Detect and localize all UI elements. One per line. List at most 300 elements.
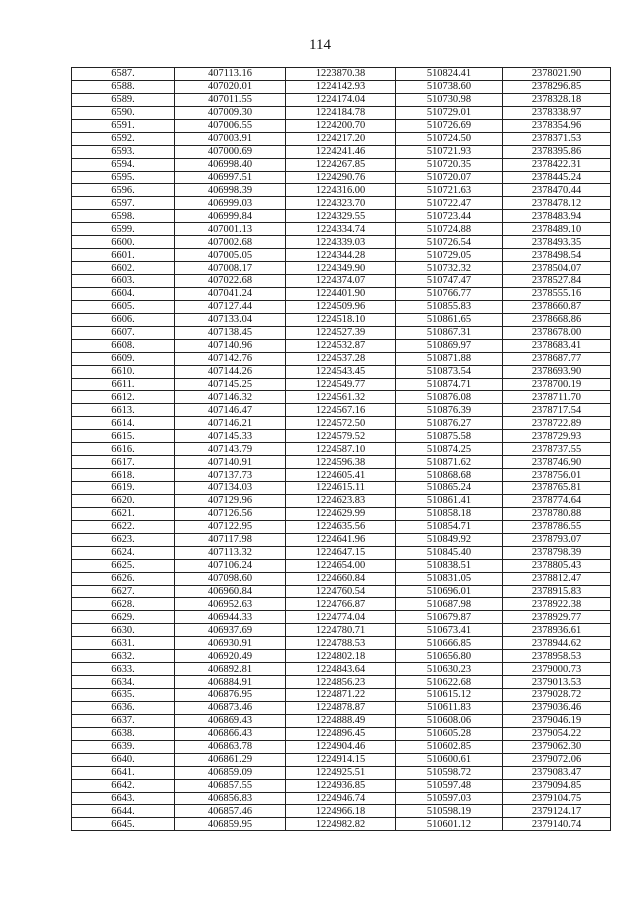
table-row	[72, 611, 611, 624]
y-coordinate-cell: 1224537.28	[286, 352, 396, 365]
y2-coordinate-cell: 2378668.86	[503, 313, 611, 326]
table-row	[72, 818, 611, 831]
y2-coordinate-cell: 2378354.96	[503, 119, 611, 132]
x2-coordinate-cell: 510724.88	[396, 223, 503, 236]
x2-coordinate-cell: 510615.12	[396, 689, 503, 702]
x2-coordinate-cell: 510720.35	[396, 158, 503, 171]
y-coordinate-cell: 1224549.77	[286, 378, 396, 391]
point-number-cell: 6614.	[72, 417, 175, 430]
x-coordinate-cell: 407113.32	[175, 546, 286, 559]
y-coordinate-cell: 1224532.87	[286, 339, 396, 352]
point-number-cell: 6612.	[72, 391, 175, 404]
x-coordinate-cell: 406937.69	[175, 624, 286, 637]
x-coordinate-cell: 407005.05	[175, 249, 286, 262]
y2-coordinate-cell: 2379046.19	[503, 714, 611, 727]
y2-coordinate-cell: 2378527.84	[503, 275, 611, 288]
y-coordinate-cell: 1224329.55	[286, 210, 396, 223]
x2-coordinate-cell: 510854.71	[396, 520, 503, 533]
y-coordinate-cell: 1224766.87	[286, 598, 396, 611]
table-row	[72, 68, 611, 81]
y2-coordinate-cell: 2378678.00	[503, 326, 611, 339]
table-row	[72, 779, 611, 792]
y2-coordinate-cell: 2378711.70	[503, 391, 611, 404]
y2-coordinate-cell: 2379083.47	[503, 766, 611, 779]
x2-coordinate-cell: 510831.05	[396, 572, 503, 585]
y-coordinate-cell: 1224579.52	[286, 430, 396, 443]
x-coordinate-cell: 407106.24	[175, 559, 286, 572]
point-number-cell: 6629.	[72, 611, 175, 624]
point-number-cell: 6616.	[72, 443, 175, 456]
y-coordinate-cell: 1224888.49	[286, 714, 396, 727]
table-row	[72, 533, 611, 546]
y-coordinate-cell: 1224654.00	[286, 559, 396, 572]
table-row	[72, 676, 611, 689]
y-coordinate-cell: 1224802.18	[286, 650, 396, 663]
point-number-cell: 6602.	[72, 262, 175, 275]
y2-coordinate-cell: 2378395.86	[503, 145, 611, 158]
y-coordinate-cell: 1224344.28	[286, 249, 396, 262]
x-coordinate-cell: 407117.98	[175, 533, 286, 546]
x-coordinate-cell: 406952.63	[175, 598, 286, 611]
y2-coordinate-cell: 2378422.31	[503, 158, 611, 171]
point-number-cell: 6623.	[72, 533, 175, 546]
point-number-cell: 6587.	[72, 68, 175, 81]
y-coordinate-cell: 1224316.00	[286, 184, 396, 197]
point-number-cell: 6597.	[72, 197, 175, 210]
x-coordinate-cell: 407011.55	[175, 93, 286, 106]
table-row	[72, 663, 611, 676]
x2-coordinate-cell: 510611.83	[396, 701, 503, 714]
y-coordinate-cell: 1224587.10	[286, 443, 396, 456]
x2-coordinate-cell: 510876.08	[396, 391, 503, 404]
x2-coordinate-cell: 510858.18	[396, 507, 503, 520]
table-row	[72, 650, 611, 663]
x2-coordinate-cell: 510845.40	[396, 546, 503, 559]
point-number-cell: 6621.	[72, 507, 175, 520]
x-coordinate-cell: 407022.68	[175, 275, 286, 288]
point-number-cell: 6624.	[72, 546, 175, 559]
y2-coordinate-cell: 2378958.53	[503, 650, 611, 663]
y-coordinate-cell: 1224374.07	[286, 275, 396, 288]
point-number-cell: 6635.	[72, 689, 175, 702]
y2-coordinate-cell: 2378737.55	[503, 443, 611, 456]
y-coordinate-cell: 1224142.93	[286, 80, 396, 93]
x-coordinate-cell: 406857.46	[175, 805, 286, 818]
x2-coordinate-cell: 510824.41	[396, 68, 503, 81]
x-coordinate-cell: 406859.09	[175, 766, 286, 779]
point-number-cell: 6637.	[72, 714, 175, 727]
y-coordinate-cell: 1224843.64	[286, 663, 396, 676]
x2-coordinate-cell: 510869.97	[396, 339, 503, 352]
table-row	[72, 275, 611, 288]
y2-coordinate-cell: 2379054.22	[503, 727, 611, 740]
x-coordinate-cell: 407000.69	[175, 145, 286, 158]
point-number-cell: 6632.	[72, 650, 175, 663]
y2-coordinate-cell: 2379094.85	[503, 779, 611, 792]
x2-coordinate-cell: 510865.24	[396, 482, 503, 495]
table-row	[72, 378, 611, 391]
x2-coordinate-cell: 510876.39	[396, 404, 503, 417]
y-coordinate-cell: 1224290.76	[286, 171, 396, 184]
table-row	[72, 507, 611, 520]
x-coordinate-cell: 406859.95	[175, 818, 286, 831]
x2-coordinate-cell: 510738.60	[396, 80, 503, 93]
x2-coordinate-cell: 510874.71	[396, 378, 503, 391]
table-row	[72, 80, 611, 93]
y2-coordinate-cell: 2378915.83	[503, 585, 611, 598]
y2-coordinate-cell: 2378944.62	[503, 637, 611, 650]
table-row	[72, 689, 611, 702]
y2-coordinate-cell: 2378660.87	[503, 300, 611, 313]
x-coordinate-cell: 407002.68	[175, 236, 286, 249]
y2-coordinate-cell: 2378498.54	[503, 249, 611, 262]
y2-coordinate-cell: 2378493.35	[503, 236, 611, 249]
x-coordinate-cell: 407009.30	[175, 106, 286, 119]
x-coordinate-cell: 406861.29	[175, 753, 286, 766]
x2-coordinate-cell: 510597.48	[396, 779, 503, 792]
y-coordinate-cell: 1224629.99	[286, 507, 396, 520]
y2-coordinate-cell: 2378328.18	[503, 93, 611, 106]
x2-coordinate-cell: 510747.47	[396, 275, 503, 288]
x-coordinate-cell: 406920.49	[175, 650, 286, 663]
point-number-cell: 6628.	[72, 598, 175, 611]
x-coordinate-cell: 407001.13	[175, 223, 286, 236]
x-coordinate-cell: 407020.01	[175, 80, 286, 93]
point-number-cell: 6588.	[72, 80, 175, 93]
x-coordinate-cell: 407142.76	[175, 352, 286, 365]
y-coordinate-cell: 1224543.45	[286, 365, 396, 378]
x-coordinate-cell: 407113.16	[175, 68, 286, 81]
point-number-cell: 6645.	[72, 818, 175, 831]
table-row	[72, 339, 611, 352]
point-number-cell: 6593.	[72, 145, 175, 158]
point-number-cell: 6633.	[72, 663, 175, 676]
y-coordinate-cell: 1224509.96	[286, 300, 396, 313]
y2-coordinate-cell: 2378555.16	[503, 287, 611, 300]
table-row	[72, 300, 611, 313]
y-coordinate-cell: 1224871.22	[286, 689, 396, 702]
x-coordinate-cell: 407041.24	[175, 287, 286, 300]
y-coordinate-cell: 1223870.38	[286, 68, 396, 81]
point-number-cell: 6600.	[72, 236, 175, 249]
table-row	[72, 236, 611, 249]
point-number-cell: 6615.	[72, 430, 175, 443]
y-coordinate-cell: 1224518.10	[286, 313, 396, 326]
point-number-cell: 6619.	[72, 482, 175, 495]
x2-coordinate-cell: 510605.28	[396, 727, 503, 740]
y-coordinate-cell: 1224200.70	[286, 119, 396, 132]
x2-coordinate-cell: 510867.31	[396, 326, 503, 339]
table-row	[72, 326, 611, 339]
x-coordinate-cell: 407008.17	[175, 262, 286, 275]
y2-coordinate-cell: 2379000.73	[503, 663, 611, 676]
y2-coordinate-cell: 2378798.39	[503, 546, 611, 559]
table-row	[72, 714, 611, 727]
x-coordinate-cell: 407137.73	[175, 469, 286, 482]
y-coordinate-cell: 1224174.04	[286, 93, 396, 106]
y2-coordinate-cell: 2378780.88	[503, 507, 611, 520]
x2-coordinate-cell: 510871.88	[396, 352, 503, 365]
point-number-cell: 6622.	[72, 520, 175, 533]
table-row	[72, 469, 611, 482]
table-row	[72, 119, 611, 132]
x-coordinate-cell: 406998.40	[175, 158, 286, 171]
x2-coordinate-cell: 510597.03	[396, 792, 503, 805]
x-coordinate-cell: 407146.32	[175, 391, 286, 404]
y-coordinate-cell: 1224660.84	[286, 572, 396, 585]
table-row	[72, 145, 611, 158]
x-coordinate-cell: 406863.78	[175, 740, 286, 753]
table-row	[72, 456, 611, 469]
y-coordinate-cell: 1224904.46	[286, 740, 396, 753]
y2-coordinate-cell: 2378687.77	[503, 352, 611, 365]
x-coordinate-cell: 407140.96	[175, 339, 286, 352]
x-coordinate-cell: 407138.45	[175, 326, 286, 339]
table-row	[72, 352, 611, 365]
x2-coordinate-cell: 510598.19	[396, 805, 503, 818]
x2-coordinate-cell: 510598.72	[396, 766, 503, 779]
y-coordinate-cell: 1224896.45	[286, 727, 396, 740]
point-number-cell: 6608.	[72, 339, 175, 352]
x-coordinate-cell: 407145.33	[175, 430, 286, 443]
table-row	[72, 184, 611, 197]
x-coordinate-cell: 407134.03	[175, 482, 286, 495]
x-coordinate-cell: 407146.47	[175, 404, 286, 417]
y2-coordinate-cell: 2378786.55	[503, 520, 611, 533]
y-coordinate-cell: 1224339.03	[286, 236, 396, 249]
y-coordinate-cell: 1224788.53	[286, 637, 396, 650]
table-row	[72, 572, 611, 585]
y2-coordinate-cell: 2378445.24	[503, 171, 611, 184]
y2-coordinate-cell: 2378700.19	[503, 378, 611, 391]
table-row	[72, 443, 611, 456]
table-row	[72, 805, 611, 818]
x2-coordinate-cell: 510721.63	[396, 184, 503, 197]
y-coordinate-cell: 1224774.04	[286, 611, 396, 624]
x2-coordinate-cell: 510861.65	[396, 313, 503, 326]
point-number-cell: 6594.	[72, 158, 175, 171]
table-row	[72, 391, 611, 404]
x2-coordinate-cell: 510602.85	[396, 740, 503, 753]
y-coordinate-cell: 1224401.90	[286, 287, 396, 300]
x2-coordinate-cell: 510656.80	[396, 650, 503, 663]
y-coordinate-cell: 1224780.71	[286, 624, 396, 637]
x2-coordinate-cell: 510861.41	[396, 494, 503, 507]
x-coordinate-cell: 407144.26	[175, 365, 286, 378]
point-number-cell: 6627.	[72, 585, 175, 598]
y-coordinate-cell: 1224334.74	[286, 223, 396, 236]
y2-coordinate-cell: 2379104.75	[503, 792, 611, 805]
point-number-cell: 6639.	[72, 740, 175, 753]
point-number-cell: 6613.	[72, 404, 175, 417]
point-number-cell: 6617.	[72, 456, 175, 469]
x2-coordinate-cell: 510871.62	[396, 456, 503, 469]
y2-coordinate-cell: 2378746.90	[503, 456, 611, 469]
x-coordinate-cell: 406930.91	[175, 637, 286, 650]
x-coordinate-cell: 406884.91	[175, 676, 286, 689]
y2-coordinate-cell: 2378338.97	[503, 106, 611, 119]
point-number-cell: 6610.	[72, 365, 175, 378]
y-coordinate-cell: 1224349.90	[286, 262, 396, 275]
point-number-cell: 6618.	[72, 469, 175, 482]
y2-coordinate-cell: 2378774.64	[503, 494, 611, 507]
table-row	[72, 792, 611, 805]
y-coordinate-cell: 1224925.51	[286, 766, 396, 779]
point-number-cell: 6620.	[72, 494, 175, 507]
y-coordinate-cell: 1224647.15	[286, 546, 396, 559]
point-number-cell: 6604.	[72, 287, 175, 300]
x-coordinate-cell: 406876.95	[175, 689, 286, 702]
y2-coordinate-cell: 2378489.10	[503, 223, 611, 236]
point-number-cell: 6591.	[72, 119, 175, 132]
y-coordinate-cell: 1224946.74	[286, 792, 396, 805]
x2-coordinate-cell: 510868.68	[396, 469, 503, 482]
y-coordinate-cell: 1224615.11	[286, 482, 396, 495]
x-coordinate-cell: 406944.33	[175, 611, 286, 624]
point-number-cell: 6638.	[72, 727, 175, 740]
x-coordinate-cell: 406892.81	[175, 663, 286, 676]
x-coordinate-cell: 406998.39	[175, 184, 286, 197]
point-number-cell: 6641.	[72, 766, 175, 779]
x-coordinate-cell: 406856.83	[175, 792, 286, 805]
x-coordinate-cell: 407146.21	[175, 417, 286, 430]
point-number-cell: 6596.	[72, 184, 175, 197]
point-number-cell: 6589.	[72, 93, 175, 106]
x-coordinate-cell: 406997.51	[175, 171, 286, 184]
y-coordinate-cell: 1224914.15	[286, 753, 396, 766]
x-coordinate-cell: 407122.95	[175, 520, 286, 533]
table-row	[72, 417, 611, 430]
y2-coordinate-cell: 2378929.77	[503, 611, 611, 624]
y2-coordinate-cell: 2378722.89	[503, 417, 611, 430]
point-number-cell: 6595.	[72, 171, 175, 184]
table-row	[72, 727, 611, 740]
y2-coordinate-cell: 2378812.47	[503, 572, 611, 585]
y-coordinate-cell: 1224323.70	[286, 197, 396, 210]
table-row	[72, 546, 611, 559]
table-row	[72, 624, 611, 637]
point-number-cell: 6625.	[72, 559, 175, 572]
table-row	[72, 404, 611, 417]
x2-coordinate-cell: 510600.61	[396, 753, 503, 766]
x-coordinate-cell: 407140.91	[175, 456, 286, 469]
y2-coordinate-cell: 2378756.01	[503, 469, 611, 482]
y2-coordinate-cell: 2379072.06	[503, 753, 611, 766]
x2-coordinate-cell: 510873.54	[396, 365, 503, 378]
x2-coordinate-cell: 510875.58	[396, 430, 503, 443]
x2-coordinate-cell: 510720.07	[396, 171, 503, 184]
x2-coordinate-cell: 510608.06	[396, 714, 503, 727]
y2-coordinate-cell: 2379140.74	[503, 818, 611, 831]
y-coordinate-cell: 1224596.38	[286, 456, 396, 469]
x-coordinate-cell: 406857.55	[175, 779, 286, 792]
table-row	[72, 93, 611, 106]
point-number-cell: 6601.	[72, 249, 175, 262]
y-coordinate-cell: 1224561.32	[286, 391, 396, 404]
x2-coordinate-cell: 510622.68	[396, 676, 503, 689]
x2-coordinate-cell: 510876.27	[396, 417, 503, 430]
table-row	[72, 197, 611, 210]
y2-coordinate-cell: 2378478.12	[503, 197, 611, 210]
y2-coordinate-cell: 2378765.81	[503, 482, 611, 495]
table-row	[72, 262, 611, 275]
x2-coordinate-cell: 510849.92	[396, 533, 503, 546]
y-coordinate-cell: 1224966.18	[286, 805, 396, 818]
x-coordinate-cell: 407133.04	[175, 313, 286, 326]
point-number-cell: 6606.	[72, 313, 175, 326]
x2-coordinate-cell: 510666.85	[396, 637, 503, 650]
table-row	[72, 559, 611, 572]
point-number-cell: 6611.	[72, 378, 175, 391]
table-row	[72, 106, 611, 119]
y2-coordinate-cell: 2378805.43	[503, 559, 611, 572]
y-coordinate-cell: 1224605.41	[286, 469, 396, 482]
x2-coordinate-cell: 510687.98	[396, 598, 503, 611]
y-coordinate-cell: 1224572.50	[286, 417, 396, 430]
y-coordinate-cell: 1224641.96	[286, 533, 396, 546]
y2-coordinate-cell: 2378371.53	[503, 132, 611, 145]
y2-coordinate-cell: 2379013.53	[503, 676, 611, 689]
table-row	[72, 132, 611, 145]
x2-coordinate-cell: 510673.41	[396, 624, 503, 637]
x2-coordinate-cell: 510696.01	[396, 585, 503, 598]
point-number-cell: 6630.	[72, 624, 175, 637]
x2-coordinate-cell: 510724.50	[396, 132, 503, 145]
y2-coordinate-cell: 2378483.94	[503, 210, 611, 223]
x2-coordinate-cell: 510679.87	[396, 611, 503, 624]
x-coordinate-cell: 406873.46	[175, 701, 286, 714]
x-coordinate-cell: 406999.03	[175, 197, 286, 210]
y-coordinate-cell: 1224635.56	[286, 520, 396, 533]
table-row	[72, 210, 611, 223]
table-row	[72, 753, 611, 766]
x2-coordinate-cell: 510721.93	[396, 145, 503, 158]
table-row	[72, 740, 611, 753]
x-coordinate-cell: 406869.43	[175, 714, 286, 727]
table-row	[72, 766, 611, 779]
x-coordinate-cell: 407126.56	[175, 507, 286, 520]
y2-coordinate-cell: 2378793.07	[503, 533, 611, 546]
x2-coordinate-cell: 510723.44	[396, 210, 503, 223]
point-number-cell: 6607.	[72, 326, 175, 339]
table-row	[72, 171, 611, 184]
y2-coordinate-cell: 2378683.41	[503, 339, 611, 352]
y-coordinate-cell: 1224936.85	[286, 779, 396, 792]
point-number-cell: 6634.	[72, 676, 175, 689]
point-number-cell: 6599.	[72, 223, 175, 236]
y-coordinate-cell: 1224982.82	[286, 818, 396, 831]
table-row	[72, 365, 611, 378]
y-coordinate-cell: 1224567.16	[286, 404, 396, 417]
table-row	[72, 637, 611, 650]
x2-coordinate-cell: 510838.51	[396, 559, 503, 572]
x2-coordinate-cell: 510730.98	[396, 93, 503, 106]
x2-coordinate-cell: 510726.69	[396, 119, 503, 132]
point-number-cell: 6642.	[72, 779, 175, 792]
table-row	[72, 701, 611, 714]
table-row	[72, 223, 611, 236]
y2-coordinate-cell: 2379028.72	[503, 689, 611, 702]
x2-coordinate-cell: 510874.25	[396, 443, 503, 456]
x2-coordinate-cell: 510601.12	[396, 818, 503, 831]
x-coordinate-cell: 406866.43	[175, 727, 286, 740]
x-coordinate-cell: 407145.25	[175, 378, 286, 391]
point-number-cell: 6640.	[72, 753, 175, 766]
point-number-cell: 6590.	[72, 106, 175, 119]
x-coordinate-cell: 407098.60	[175, 572, 286, 585]
y-coordinate-cell: 1224241.46	[286, 145, 396, 158]
table-row	[72, 430, 611, 443]
